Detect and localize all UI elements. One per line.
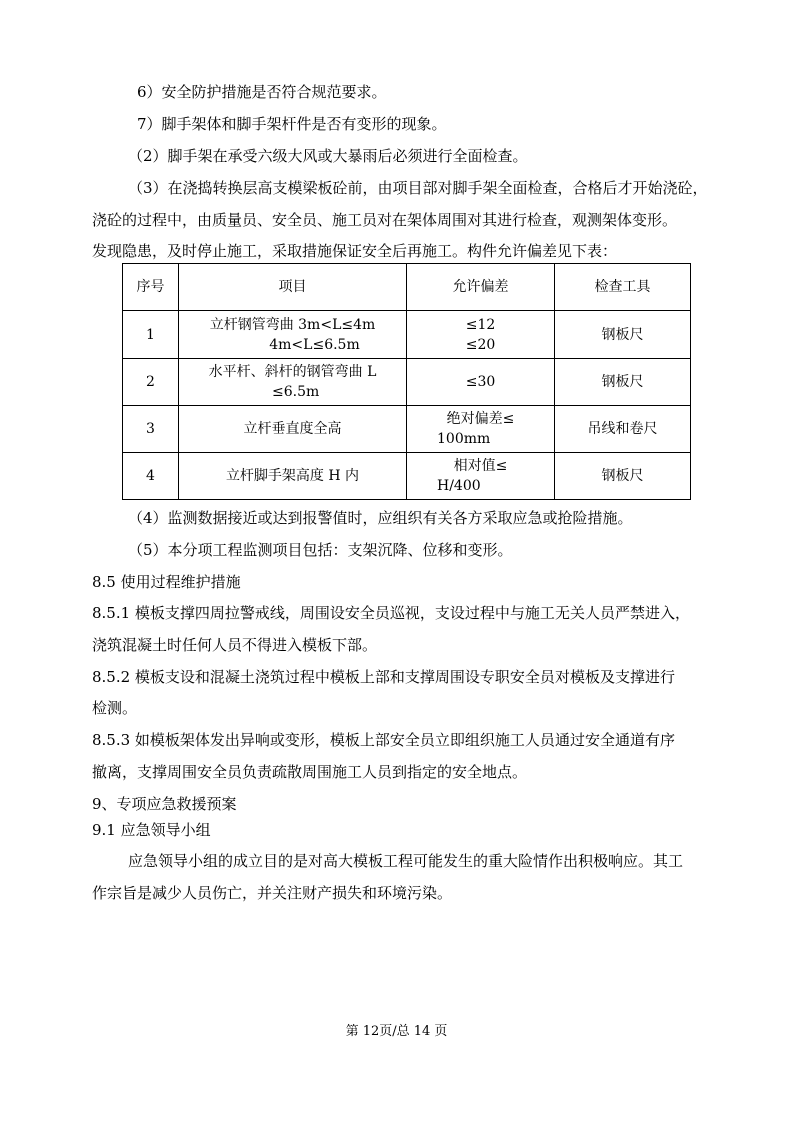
clause-8-5-2-line-1: 8.5.2 模板支设和混凝土浇筑过程中模板上部和支撑周围设专职安全员对模板及支撑进行 — [92, 668, 675, 686]
table-header-row — [123, 264, 691, 311]
header-item: 项目 — [179, 264, 407, 311]
row-tool: 钢板尺 — [555, 359, 691, 406]
paragraph-3-line-1: （3）在浇捣转换层高支模梁板砼前，由项目部对脚手架全面检查，合格后才开始浇砼， — [128, 179, 708, 197]
row-deviation-line: ≤20 — [465, 336, 496, 353]
paragraph-9-1-line-2: 作宗旨是减少人员伤亡，并关注财产损失和环境污染。 — [92, 884, 453, 902]
row-item-line: 立杆垂直度全高 — [243, 421, 342, 437]
row-no: 4 — [123, 453, 179, 500]
row-tool: 钢板尺 — [555, 311, 691, 359]
row-deviation-line: 相对值≤ — [453, 458, 508, 474]
row-item-line: 4m<L≤6.5m — [269, 336, 360, 353]
row-deviation-line: ≤12 — [465, 316, 496, 333]
row-no: 2 — [123, 359, 179, 406]
row-tool: 钢板尺 — [555, 453, 691, 500]
row-item-line: 立杆钢管弯曲 3m<L≤4m — [209, 316, 376, 333]
header-tool: 检查工具 — [555, 264, 691, 311]
page-number-footer: 第 12页/总 14 页 — [345, 1024, 448, 1039]
clause-8-5-2-line-2: 检测。 — [92, 699, 138, 717]
row-deviation — [407, 453, 555, 500]
check-item-6: 6）安全防护措施是否符合规范要求。 — [137, 83, 387, 101]
row-deviation — [407, 406, 555, 453]
table-row — [123, 453, 691, 500]
header-no: 序号 — [123, 264, 179, 311]
paragraph-3-line-2: 浇砼的过程中，由质量员、安全员、施工员对在架体周围对其进行检查，观测架体变形。 — [92, 211, 678, 229]
row-tool: 吊线和卷尺 — [555, 406, 691, 453]
row-item — [179, 311, 407, 359]
paragraph-5: （5）本分项工程监测项目包括：支架沉降、位移和变形。 — [128, 541, 513, 559]
row-item — [179, 359, 407, 406]
table-row — [123, 406, 691, 453]
check-item-7: 7）脚手架体和脚手架杆件是否有变形的现象。 — [137, 115, 447, 133]
clause-8-5-3-line-1: 8.5.3 如模板架体发出异响或变形，模板上部安全员立即组织施工人员通过安全通道有序 — [92, 731, 675, 749]
row-deviation-line: 100mm — [437, 431, 491, 447]
row-item-line: ≤6.5m — [272, 384, 320, 400]
tolerance-table — [122, 263, 691, 500]
clause-8-5-3-line-2: 撤离，支撑周围安全员负责疏散周围施工人员到指定的安全地点。 — [92, 763, 528, 781]
row-item-line: 水平杆、斜杆的钢管弯曲 L — [208, 364, 377, 380]
paragraph-4: （4）监测数据接近或达到报警值时，应组织有关各方采取应急或抢险措施。 — [128, 509, 633, 527]
row-deviation — [407, 359, 555, 406]
row-item — [179, 406, 407, 453]
row-item — [179, 453, 407, 500]
paragraph-3-line-3: 发现隐患，及时停止施工，采取措施保证安全后再施工。构件允许偏差见下表： — [92, 242, 618, 260]
table-row — [123, 359, 691, 406]
clause-8-5-1-line-1: 8.5.1 模板支撑四周拉警戒线，周围设安全员巡视，支设过程中与施工无关人员严禁进入， — [92, 604, 690, 622]
row-no: 1 — [123, 311, 179, 359]
row-deviation-line: 绝对偏差≤ — [446, 411, 515, 427]
paragraph-2: （2）脚手架在承受六级大风或大暴雨后必须进行全面检查。 — [128, 147, 528, 165]
row-deviation-line: H/400 — [437, 478, 481, 494]
section-heading-9-1: 9.1 应急领导小组 — [92, 821, 211, 839]
section-heading-8-5: 8.5 使用过程维护措施 — [92, 573, 241, 591]
header-deviation: 允许偏差 — [407, 264, 555, 311]
section-heading-9: 9、专项应急救援预案 — [92, 795, 237, 813]
row-deviation — [407, 311, 555, 359]
row-item-line: 立杆脚手架高度 H 内 — [225, 468, 360, 484]
paragraph-9-1-line-1: 应急领导小组的成立目的是对高大模板工程可能发生的重大险情作出积极响应。其工 — [128, 852, 684, 870]
row-no: 3 — [123, 406, 179, 453]
table-row — [123, 311, 691, 359]
clause-8-5-1-line-2: 浇筑混凝土时任何人员不得进入模板下部。 — [92, 636, 378, 654]
row-deviation-line: ≤30 — [465, 374, 496, 390]
